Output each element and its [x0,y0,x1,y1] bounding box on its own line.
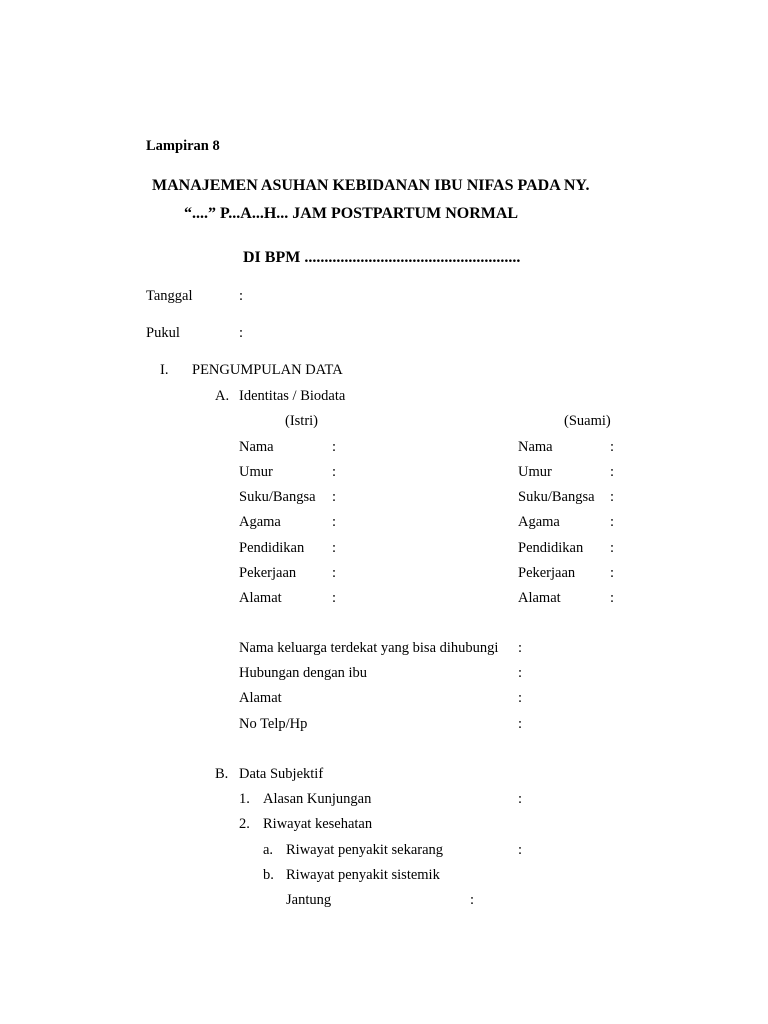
husband-age-label: Umur [518,464,552,480]
phone-colon: : [518,716,523,732]
husband-education-colon: : [610,540,615,556]
wife-column-label: (Istri) [285,413,319,429]
subitem-a-letter: a. [263,842,274,858]
relationship-colon: : [518,665,523,681]
subitem-b-letter: b. [263,867,274,883]
section-i-heading: PENGUMPULAN DATA [192,362,343,378]
time-colon: : [239,325,244,341]
document-title-line-1: MANAJEMEN ASUHAN KEBIDANAN IBU NIFAS PADA NY. [152,177,590,194]
husband-education-label: Pendidikan [518,540,584,556]
wife-occupation-label: Pekerjaan [239,565,297,581]
wife-religion-colon: : [332,514,337,530]
subsection-b-heading: Data Subjektif [239,766,324,782]
date-label: Tanggal [146,288,193,304]
husband-ethnicity-label: Suku/Bangsa [518,489,595,505]
heart-colon: : [470,892,475,908]
wife-education-colon: : [332,540,337,556]
husband-address-label: Alamat [518,590,561,606]
family-contact-name-colon: : [518,640,523,656]
subsection-b-letter: B. [215,766,229,782]
visit-reason-label: Alasan Kunjungan [263,791,372,807]
current-illness-colon: : [518,842,523,858]
husband-occupation-label: Pekerjaan [518,565,576,581]
husband-occupation-colon: : [610,565,615,581]
current-illness-label: Riwayat penyakit sekarang [286,842,444,858]
subsection-a-heading: Identitas / Biodata [239,388,346,404]
heart-label: Jantung [286,892,332,908]
husband-age-colon: : [610,464,615,480]
wife-age-colon: : [332,464,337,480]
document-title-line-3: DI BPM ...................................................... [243,249,521,266]
wife-ethnicity-label: Suku/Bangsa [239,489,316,505]
wife-name-colon: : [332,439,337,455]
husband-religion-label: Agama [518,514,560,530]
wife-name-label: Nama [239,439,274,455]
family-address-label: Alamat [239,690,282,706]
husband-name-label: Nama [518,439,553,455]
visit-reason-colon: : [518,791,523,807]
attachment-label: Lampiran 8 [146,138,220,154]
wife-address-colon: : [332,590,337,606]
wife-ethnicity-colon: : [332,489,337,505]
husband-ethnicity-colon: : [610,489,615,505]
phone-label: No Telp/Hp [239,716,308,732]
date-colon: : [239,288,244,304]
wife-occupation-colon: : [332,565,337,581]
husband-religion-colon: : [610,514,615,530]
health-history-label: Riwayat kesehatan [263,816,373,832]
family-contact-name-label: Nama keluarga terdekat yang bisa dihubungi [239,640,499,656]
husband-column-label: (Suami) [564,413,611,429]
subsection-a-letter: A. [215,388,230,404]
item-1-number: 1. [239,791,250,807]
wife-address-label: Alamat [239,590,282,606]
systemic-illness-label: Riwayat penyakit sistemik [286,867,440,883]
time-label: Pukul [146,325,180,341]
husband-name-colon: : [610,439,615,455]
section-i-numeral: I. [160,362,169,378]
item-2-number: 2. [239,816,250,832]
wife-age-label: Umur [239,464,273,480]
family-address-colon: : [518,690,523,706]
relationship-label: Hubungan dengan ibu [239,665,368,681]
wife-education-label: Pendidikan [239,540,305,556]
document-title-line-2: “....” P...A...H... JAM POSTPARTUM NORMAL [184,205,519,222]
husband-address-colon: : [610,590,615,606]
wife-religion-label: Agama [239,514,281,530]
